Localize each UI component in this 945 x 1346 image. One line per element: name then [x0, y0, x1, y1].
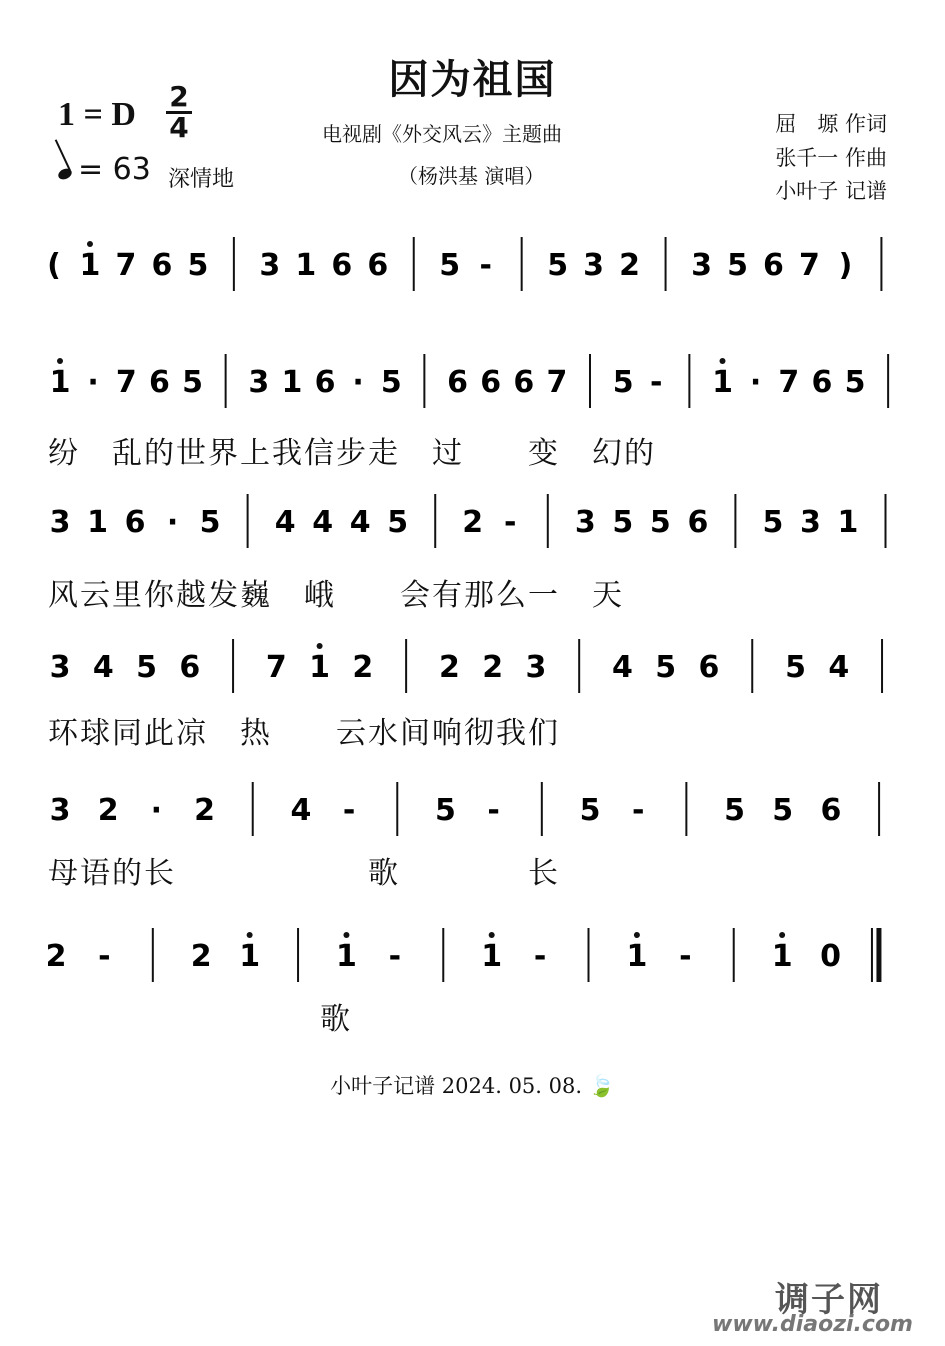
note: 6 [124, 505, 146, 540]
note: 3 [800, 505, 821, 540]
note: 2 [438, 650, 460, 685]
note: 3 [583, 248, 605, 283]
extension-dash: - [650, 365, 663, 400]
note: 6 [820, 793, 842, 828]
note: 1 [771, 939, 793, 974]
note: 3 [259, 248, 281, 283]
note: 6 [811, 365, 833, 400]
note: 2 [194, 793, 215, 828]
note: 1 [281, 365, 303, 400]
lyric-line-2: 风云里你越发巍 峨 会有那么一 天 [48, 578, 624, 613]
extension-dash: - [342, 793, 356, 828]
watermark-url: www.diaozi.com [712, 1312, 913, 1337]
extension-dash: - [479, 248, 492, 283]
note: 1 [49, 365, 71, 400]
note: 5 [772, 793, 794, 828]
note: 1 [626, 939, 648, 974]
note: 5 [727, 248, 748, 283]
time-signature-bottom: 4 [169, 111, 189, 144]
note: 6 [698, 650, 720, 685]
note: 7 [546, 365, 568, 400]
extension-dash: - [388, 939, 402, 974]
note: 1 [239, 939, 261, 974]
note: 1 [336, 939, 357, 974]
performer: （杨洪基 演唱） [398, 164, 545, 188]
note: 5 [655, 650, 677, 685]
footer-note [0, 1070, 945, 1100]
note: 6 [314, 365, 336, 400]
note: 5 [136, 650, 157, 685]
note: 2 [482, 650, 504, 685]
time-signature-top: 2 [169, 80, 189, 113]
note: 1 [295, 248, 317, 283]
note: 7 [115, 365, 137, 400]
lyric-line-5: 歌 [320, 1002, 352, 1037]
note: 1 [79, 248, 101, 283]
lyric-line-3: 环球同此凉 热 云水间响彻我们 [48, 716, 560, 751]
lyric-line-1: 纷 乱的世界上我信步走 过 变 幻的 [48, 436, 656, 471]
note: 3 [49, 793, 71, 828]
key-signature: 1 = D [58, 96, 136, 133]
note: 5 [724, 793, 745, 828]
note: 1 [837, 505, 859, 540]
note: 1 [309, 650, 331, 685]
song-title: 因为祖国 [388, 57, 557, 103]
note: 6 [331, 248, 353, 283]
extension-dash: - [533, 939, 547, 974]
leaf-icon: 🍃 [588, 1074, 615, 1098]
note: 6 [148, 365, 170, 400]
note: 5 [182, 365, 203, 400]
high-octave-dot [247, 932, 253, 938]
note: 5 [187, 248, 209, 283]
high-octave-dot [343, 932, 349, 938]
note: 5 [844, 365, 866, 400]
extension-dash: - [487, 793, 500, 828]
note: 5 [199, 505, 221, 540]
subtitle: 电视剧《外交风云》主题曲 [322, 122, 562, 146]
augmentation-dot: · [166, 505, 179, 540]
note: 5 [547, 248, 569, 283]
note: 0 [820, 939, 841, 974]
credit-lyricist: 屈 塬 作词 [775, 112, 887, 136]
high-octave-dot [317, 643, 323, 649]
note: 5 [439, 248, 461, 283]
note: 2 [619, 248, 641, 283]
high-octave-dot [489, 932, 495, 938]
note: 4 [828, 650, 850, 685]
augmentation-dot: · [352, 365, 364, 400]
note: 4 [92, 650, 114, 685]
extension-dash: - [679, 939, 692, 974]
note: 2 [97, 793, 119, 828]
note: 4 [274, 505, 296, 540]
note: 3 [49, 505, 71, 540]
augmentation-dot: · [749, 365, 762, 400]
note: 3 [574, 505, 596, 540]
extension-dash: - [504, 505, 517, 540]
tempo-value: = 63 [78, 152, 151, 187]
note: 2 [45, 939, 67, 974]
note: 7 [778, 365, 800, 400]
note: 2 [190, 939, 212, 974]
note: 6 [763, 248, 784, 283]
high-octave-dot [779, 932, 785, 938]
footer-text: 小叶子记谱 2024. 05. 08. [330, 1074, 583, 1098]
note: 6 [367, 248, 389, 283]
extension-dash: - [631, 793, 645, 828]
credit-transcriber: 小叶子 记谱 [775, 179, 887, 203]
extension-dash: - [98, 939, 111, 974]
note: 5 [612, 365, 634, 400]
note: 7 [265, 650, 287, 685]
high-octave-dot [720, 358, 726, 364]
note: 3 [49, 650, 71, 685]
note: 6 [179, 650, 201, 685]
note: 4 [349, 505, 371, 540]
note: 2 [352, 650, 374, 685]
note: 5 [380, 365, 402, 400]
note: 4 [312, 505, 334, 540]
note: 5 [579, 793, 601, 828]
credit-composer: 张千一 作曲 [775, 146, 887, 170]
note: 7 [115, 248, 137, 283]
note: 5 [387, 505, 409, 540]
note: 6 [687, 505, 709, 540]
note: 5 [612, 505, 634, 540]
note: 3 [691, 248, 712, 283]
high-octave-dot [87, 241, 93, 247]
note: ) [838, 248, 853, 283]
augmentation-dot: · [87, 365, 99, 400]
note: 2 [462, 505, 484, 540]
note: 6 [447, 365, 468, 400]
expression-marking: 深情地 [168, 167, 235, 192]
note: 1 [87, 505, 108, 540]
note: 5 [435, 793, 456, 828]
note: 1 [481, 939, 503, 974]
note: 6 [151, 248, 173, 283]
note: 1 [712, 365, 733, 400]
note: 6 [513, 365, 535, 400]
note: 5 [762, 505, 784, 540]
note: 3 [248, 365, 270, 400]
augmentation-dot: · [150, 793, 163, 828]
note: 3 [525, 650, 547, 685]
note: 5 [785, 650, 806, 685]
high-octave-dot [634, 932, 640, 938]
watermark-name: 调子网 [775, 1280, 883, 1320]
note: ( [47, 248, 61, 283]
note: 7 [799, 248, 820, 283]
note: 5 [649, 505, 671, 540]
note: 4 [612, 650, 633, 685]
note: 4 [290, 793, 312, 828]
lyric-line-4: 母语的长 歌 长 [48, 856, 560, 891]
note: 6 [480, 365, 502, 400]
high-octave-dot [57, 358, 63, 364]
